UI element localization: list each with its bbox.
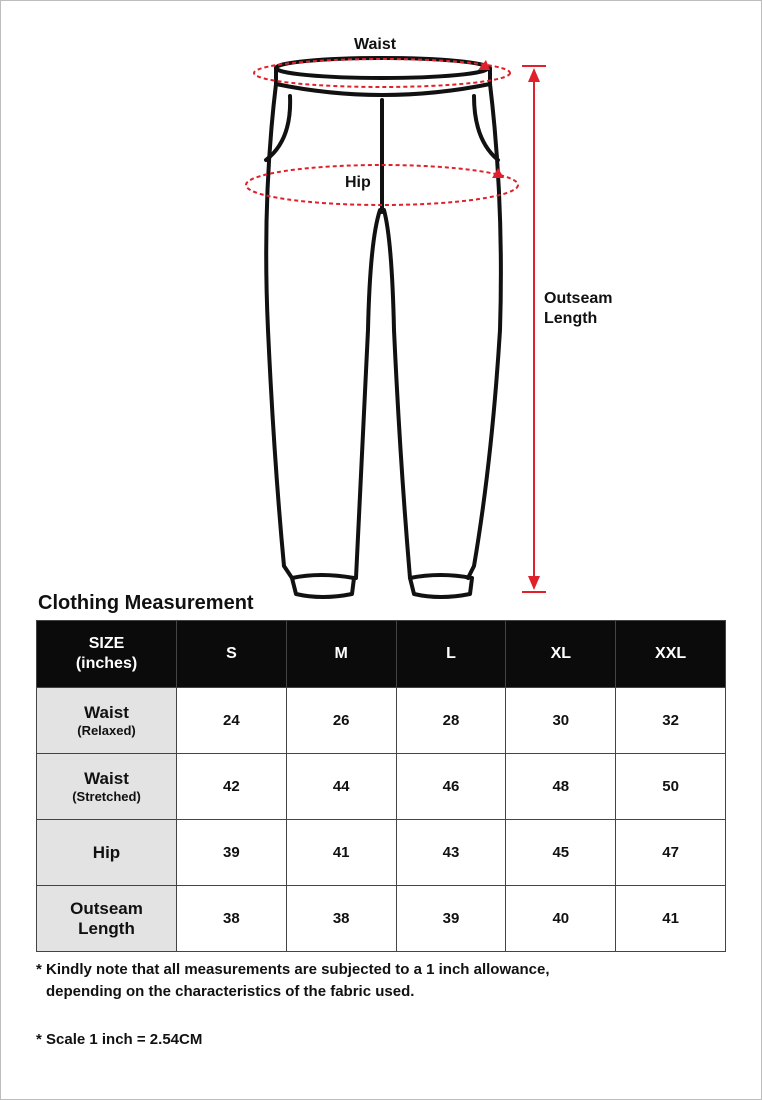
size-column-header: XXL [616, 621, 726, 688]
allowance-note-line2: depending on the characteristics of the fabric used. [46, 983, 415, 1000]
table-cell: 48 [506, 754, 616, 820]
row-sublabel: (Stretched) [72, 789, 141, 804]
row-label: Outseam [70, 898, 143, 918]
table-cell: 50 [616, 754, 726, 820]
table-row [37, 754, 726, 820]
table-cell: 26 [286, 688, 396, 754]
size-column-header: S [177, 621, 287, 688]
row-header [37, 886, 177, 952]
table-cell: 30 [506, 688, 616, 754]
outseam-arrow-bottom [528, 576, 540, 590]
size-column-header: L [396, 621, 506, 688]
table-cell: 47 [616, 820, 726, 886]
outseam-label [544, 289, 612, 329]
table-cell: 41 [286, 820, 396, 886]
outseam-arrow-top [528, 68, 540, 82]
table-cell: 39 [177, 820, 287, 886]
table-cell: 39 [396, 886, 506, 952]
table-cell: 43 [396, 820, 506, 886]
table-cell: 45 [506, 820, 616, 886]
table-header-row [37, 621, 726, 688]
size-column-header: XL [506, 621, 616, 688]
outseam-label-line2: Length [544, 310, 598, 327]
table-cell: 44 [286, 754, 396, 820]
size-header-line2: (inches) [75, 655, 138, 672]
size-table [36, 620, 726, 952]
row-label-line2: Length [78, 918, 135, 938]
outseam-measure-line [522, 66, 546, 592]
table-title: Clothing Measurement [38, 592, 254, 614]
table-cell: 24 [177, 688, 287, 754]
right-cuff [410, 575, 472, 597]
table-cell: 28 [396, 688, 506, 754]
left-inseam [356, 210, 380, 578]
table-cell: 42 [177, 754, 287, 820]
row-header [37, 754, 177, 820]
row-label: Waist [84, 769, 129, 788]
row-label: Waist [84, 703, 129, 722]
right-inseam [384, 210, 410, 578]
table-row [37, 886, 726, 952]
size-header-line1: SIZE [88, 635, 125, 652]
allowance-note-line1: * Kindly note that all measurements are subjected to a 1 inch allowance, [36, 961, 550, 978]
table-cell: 46 [396, 754, 506, 820]
row-header [37, 820, 177, 886]
waistband-body [276, 68, 490, 95]
hip-label: Hip [345, 174, 371, 191]
table-cell: 41 [616, 886, 726, 952]
row-header [37, 688, 177, 754]
outseam-label-line1: Outseam [544, 290, 613, 307]
table-cell: 38 [177, 886, 287, 952]
size-column-header: M [286, 621, 396, 688]
table-cell: 32 [616, 688, 726, 754]
row-label: Hip [92, 842, 121, 862]
waist-label: Waist [354, 36, 397, 53]
row-sublabel: (Relaxed) [77, 723, 136, 738]
size-header [37, 621, 177, 688]
left-cuff [292, 575, 354, 597]
table-cell: 38 [286, 886, 396, 952]
table-row [37, 820, 726, 886]
table-cell: 40 [506, 886, 616, 952]
table-row [37, 688, 726, 754]
scale-note: * Scale 1 inch = 2.54CM [36, 1031, 203, 1048]
allowance-note [36, 959, 550, 1003]
